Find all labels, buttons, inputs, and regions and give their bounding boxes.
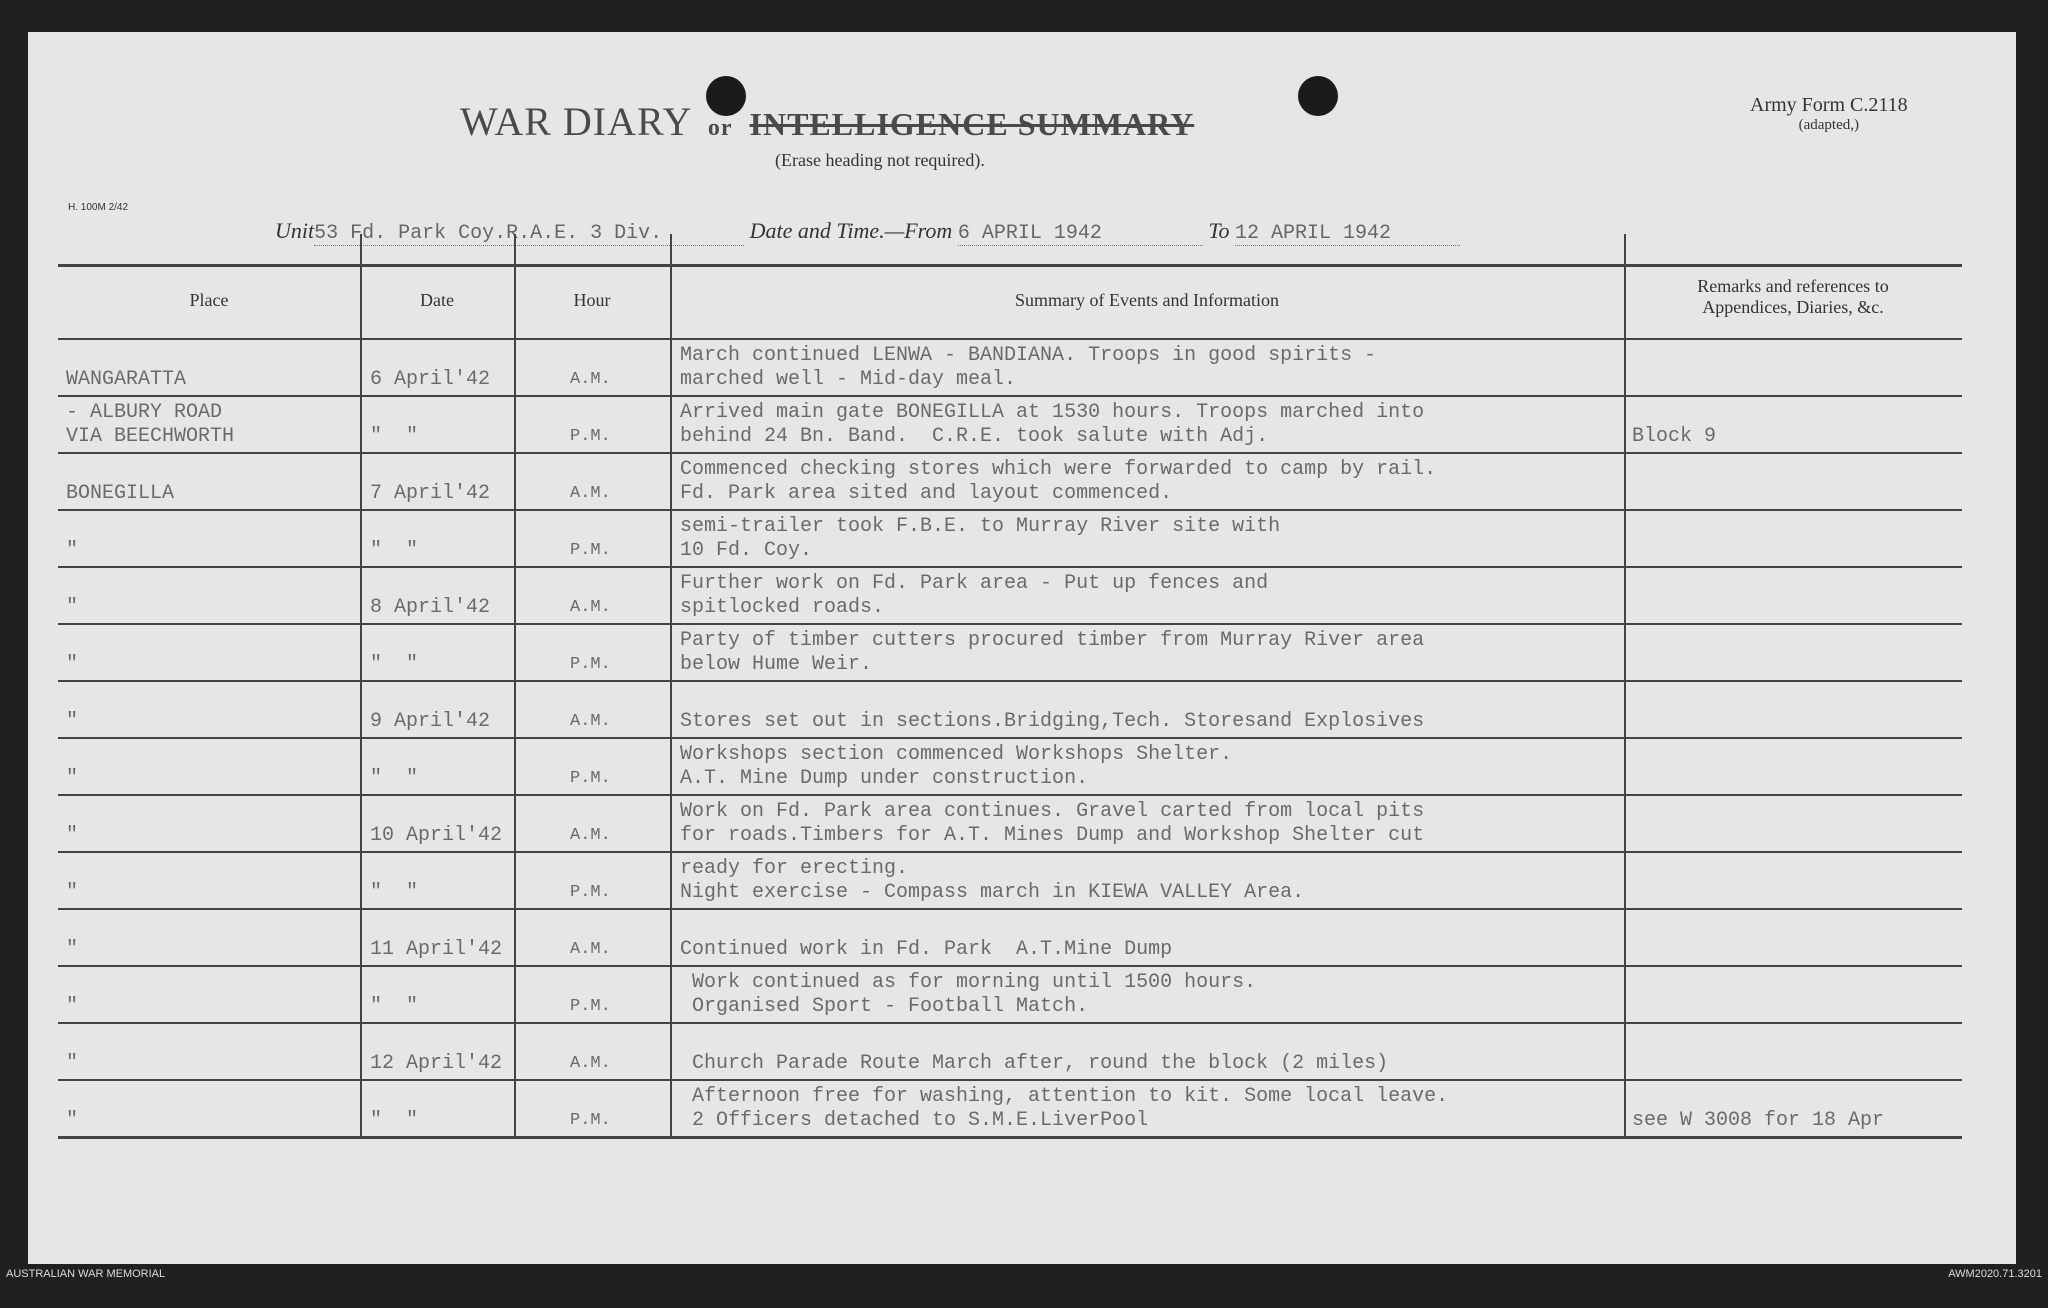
entry-date: 12 April'42: [370, 1052, 503, 1075]
entry-hour: P.M.: [570, 769, 611, 788]
row-rule: [58, 1079, 1962, 1081]
to-label: To: [1208, 218, 1230, 243]
entry-summary: Work continued as for morning until 1500 hours. Organised Sport - Football Match.: [692, 971, 1257, 1018]
entry-place: ": [66, 881, 79, 904]
entry-summary: Party of timber cutters procured timber from Murray River area below Hume Weir.: [680, 629, 1425, 676]
entry-hour: A.M.: [570, 370, 611, 389]
entry-date: 7 April'42: [370, 482, 491, 505]
title-or: or: [707, 115, 733, 141]
entry-date: 9 April'42: [370, 710, 491, 733]
from-value: 6 APRIL 1942: [958, 222, 1203, 246]
entry-hour: A.M.: [570, 484, 611, 503]
entry-date: " ": [370, 881, 419, 904]
row-rule: [58, 737, 1962, 739]
col-divider: [360, 234, 362, 1138]
entry-place: ": [66, 824, 79, 847]
entry-date: 11 April'42: [370, 938, 503, 961]
entry-place: ": [66, 995, 79, 1018]
entry-summary: March continued LENWA - BANDIANA. Troops in good spirits - marched well - Mid-day meal.: [680, 344, 1377, 391]
row-rule: [58, 452, 1962, 454]
entry-place: ": [66, 938, 79, 961]
entry-date: 8 April'42: [370, 596, 491, 619]
entry-hour: P.M.: [570, 997, 611, 1016]
row-rule: [58, 1136, 1962, 1139]
header-hour: Hour: [573, 290, 611, 310]
entry-hour: P.M.: [570, 427, 611, 446]
row-rule: [58, 851, 1962, 853]
entry-summary: Workshops section commenced Workshops Shelter. A.T. Mine Dump under construction.: [680, 743, 1233, 790]
title-main: WAR DIARY: [460, 99, 691, 144]
entry-hour: A.M.: [570, 1054, 611, 1073]
row-rule: [58, 965, 1962, 967]
diary-table: [58, 234, 1962, 1166]
entry-hour: A.M.: [570, 940, 611, 959]
army-form-sub: (adapted,): [1798, 117, 1859, 133]
entry-summary: Continued work in Fd. Park A.T.Mine Dump: [680, 938, 1173, 961]
row-rule: [58, 566, 1962, 568]
col-divider: [670, 234, 672, 1138]
entry-hour: P.M.: [570, 541, 611, 560]
entry-place: WANGARATTA: [66, 368, 187, 391]
entry-date: " ": [370, 995, 419, 1018]
entry-hour: P.M.: [570, 1111, 611, 1130]
date-label: Date and Time.—From: [749, 218, 953, 243]
table-top-rule: [58, 264, 1962, 267]
header-remarks-line1: Remarks and references to: [1697, 276, 1889, 296]
entry-date: " ": [370, 539, 419, 562]
header-remarks-line2: Appendices, Diaries, &c.: [1702, 297, 1884, 317]
entry-place: ": [66, 539, 79, 562]
row-rule: [58, 395, 1962, 397]
erase-note: (Erase heading not required).: [775, 150, 985, 170]
entry-summary: Stores set out in sections.Bridging,Tech. Storesand Explosives: [680, 710, 1425, 733]
row-rule: [58, 623, 1962, 625]
entry-date: " ": [370, 767, 419, 790]
entry-date: " ": [370, 653, 419, 676]
col-divider: [514, 234, 516, 1138]
unit-value: 53 Fd. Park Coy.R.A.E. 3 Div.: [314, 222, 744, 246]
entry-summary: Church Parade Route March after, round the block (2 miles): [692, 1052, 1389, 1075]
entry-hour: A.M.: [570, 712, 611, 731]
header-summary: Summary of Events and Information: [1015, 290, 1279, 310]
title-struck: INTELLIGENCE SUMMARY: [749, 106, 1195, 142]
footer-credit: AUSTRALIAN WAR MEMORIAL: [6, 1268, 166, 1280]
entry-date: 10 April'42: [370, 824, 503, 847]
entry-summary: Commenced checking stores which were forwarded to camp by rail. Fd. Park area sited and layout commenced.: [680, 458, 1437, 505]
army-form-label: [1750, 94, 1908, 134]
unit-label: Unit: [275, 218, 315, 243]
entry-remarks: Block 9: [1632, 425, 1717, 448]
footer-reference: AWM2020.71.3201: [1948, 1268, 2042, 1280]
form-code: H. 100M 2/42: [68, 202, 129, 213]
entry-place: - ALBURY ROAD VIA BEECHWORTH: [66, 401, 235, 448]
header-remarks: [1624, 276, 1962, 318]
entry-place: ": [66, 767, 79, 790]
entry-place: ": [66, 1052, 79, 1075]
entry-place: ": [66, 1109, 79, 1132]
row-rule: [58, 680, 1962, 682]
entry-remarks: see W 3008 for 18 Apr: [1632, 1109, 1885, 1132]
header-date: Date: [420, 290, 454, 310]
entry-date: " ": [370, 1109, 419, 1132]
entry-summary: Arrived main gate BONEGILLA at 1530 hours. Troops marched into behind 24 Bn. Band. C.R.E. took salute with Adj.: [680, 401, 1425, 448]
col-divider: [1624, 234, 1626, 1138]
row-rule: [58, 794, 1962, 796]
header-place: Place: [189, 290, 229, 310]
document-title: [460, 98, 1194, 145]
entry-place: ": [66, 710, 79, 733]
entry-summary: Further work on Fd. Park area - Put up fences and spitlocked roads.: [680, 572, 1269, 619]
entry-date: " ": [370, 425, 419, 448]
header-rule: [58, 338, 1962, 340]
punch-hole: [1298, 76, 1338, 116]
entry-summary: Work on Fd. Park area continues. Gravel carted from local pits for roads.Timbers for A.T. Mines Dump and Workshop Shelter cut: [680, 800, 1425, 847]
army-form-number: Army Form C.2118: [1750, 94, 1908, 116]
entry-summary: Afternoon free for washing, attention to kit. Some local leave. 2 Officers detached to S.M.E.LiverPool: [692, 1085, 1449, 1132]
entry-hour: P.M.: [570, 655, 611, 674]
entry-hour: A.M.: [570, 598, 611, 617]
row-rule: [58, 908, 1962, 910]
entry-place: ": [66, 653, 79, 676]
entry-hour: A.M.: [570, 826, 611, 845]
to-value: 12 APRIL 1942: [1235, 222, 1460, 246]
entry-place: BONEGILLA: [66, 482, 175, 505]
entry-hour: P.M.: [570, 883, 611, 902]
entry-summary: ready for erecting. Night exercise - Compass march in KIEWA VALLEY Area.: [680, 857, 1305, 904]
row-rule: [58, 1022, 1962, 1024]
entry-summary: semi-trailer took F.B.E. to Murray River site with 10 Fd. Coy.: [680, 515, 1281, 562]
row-rule: [58, 509, 1962, 511]
entry-place: ": [66, 596, 79, 619]
entry-date: 6 April'42: [370, 368, 491, 391]
